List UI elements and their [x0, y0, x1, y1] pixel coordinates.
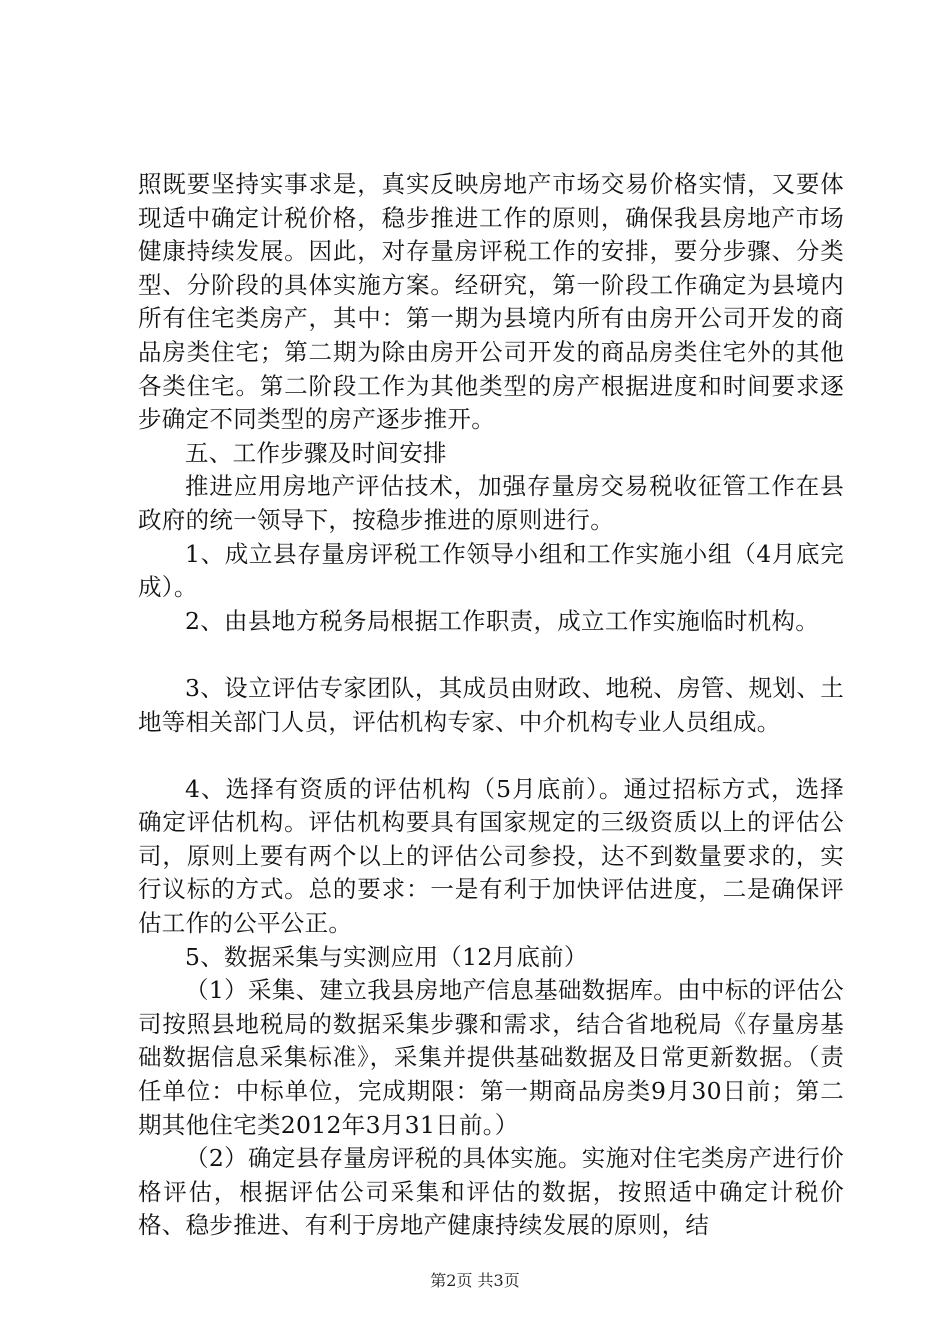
paragraph-intro: 照既要坚持实事求是，真实反映房地产市场交易价格实情，又要体现适中确定计税价格，稳步推进工作的原则，确保我县房地产市场健康持续发展。因此，对存量房评税工作的安排，要分步骤、分类型、分阶段的具体实施方案。经研究，第一阶段工作确定为县境内所有住宅类房产，其中：第一期为县境内所有由房开公司开发的商品房类住宅；第二期为除由房开公司开发的商品房类住宅外的其他各类住宅。第二阶段工作为其他类型的房产根据进度和时间要求逐步确定不同类型的房产逐步推开。 — [138, 170, 844, 434]
document-body — [138, 168, 844, 1243]
sub-list-item: （1）采集、建立我县房地产信息基础数据库。由中标的评估公司按照县地税局的数据采集步骤和需求，结合省地税局《存量房基础数据信息采集标准》，采集并提供基础数据及日常更新数据。（责任单位：中标单位，完成期限：第一期商品房类9月30日前；第二期其他住宅类2012年3月31日前。） — [138, 976, 844, 1139]
sub-list-item: （2）确定县存量房评税的具体实施。实施对住宅类房产进行价格评估，根据评估公司采集和评估的数据，按照适中确定计税价格、稳步推进、有利于房地产健康持续发展的原则，结 — [138, 1144, 844, 1240]
list-item: 2、由县地方税务局根据工作职责，成立工作实施临时机构。 — [185, 606, 820, 635]
list-item: 5、数据采集与实测应用（12月底前） — [185, 942, 588, 971]
section-heading: 五、工作步骤及时间安排 — [185, 438, 447, 467]
page-number: 第2页 共3页 — [430, 1271, 520, 1290]
list-item: 4、选择有资质的评估机构（5月底前）。通过招标方式，选择确定评估机构。评估机构要具有国家规定的三级资质以上的评估公司，原则上要有两个以上的评估公司参投，达不到数量要求的，实行议标的方式。总的要求：一是有利于加快评估进度，二是确保评估工作的公平公正。 — [138, 774, 844, 938]
list-item: 1、成立县存量房评税工作领导小组和工作实施小组（4月底完成）。 — [138, 539, 844, 602]
paragraph: 推进应用房地产评估技术，加强存量房交易税收征管工作在县政府的统一领导下，按稳步推进的原则进行。 — [138, 472, 844, 534]
list-item: 3、设立评估专家团队，其成员由财政、地税、房管、规划、土地等相关部门人员，评估机构专家、中介机构专业人员组成。 — [138, 673, 844, 736]
